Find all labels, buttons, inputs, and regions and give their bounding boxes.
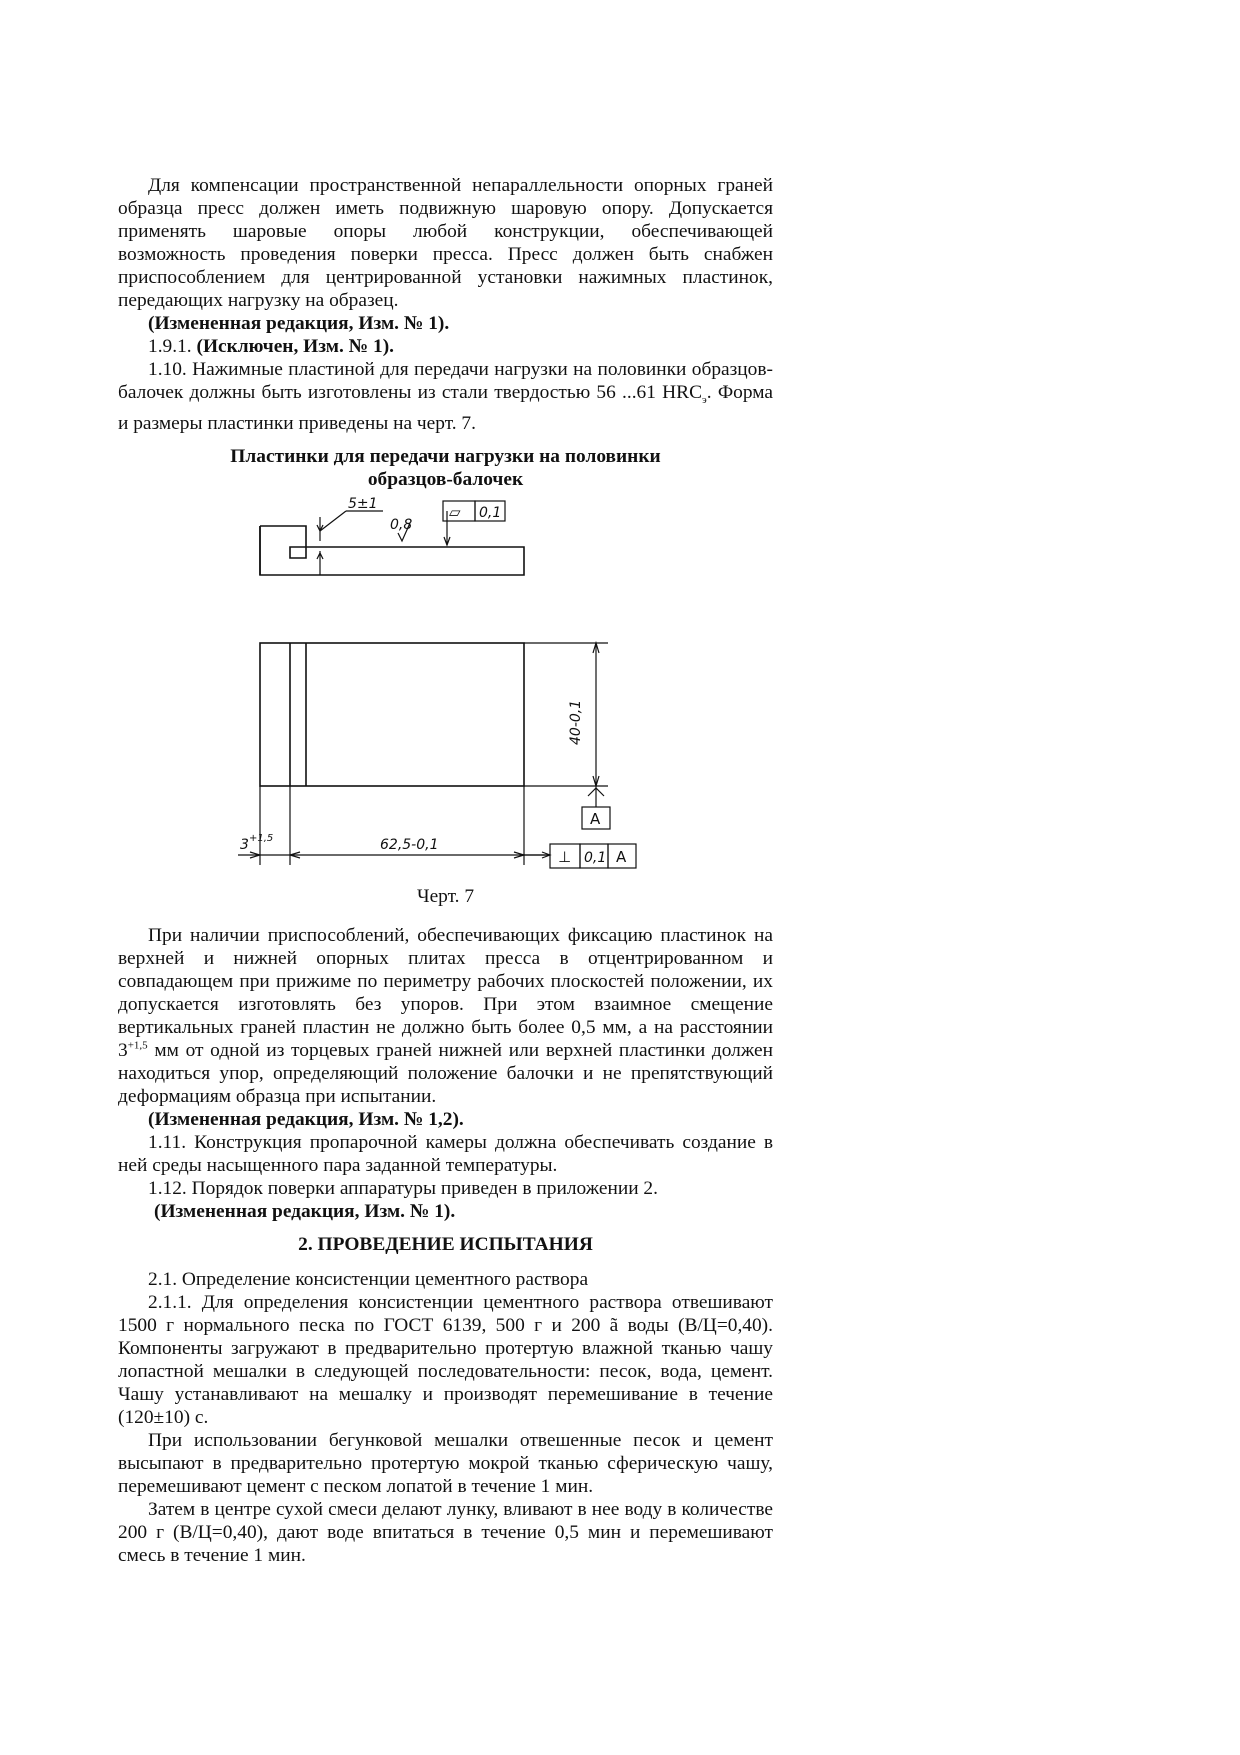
figure-title-line-2: образцов-балочек <box>367 468 524 490</box>
figure-caption: Черт. 7 <box>416 885 475 907</box>
clause-1-10-end: . Форма и размеры пластинки приведены на черт. 7. <box>118 382 774 434</box>
dim-62-label: 62,5-0,1 <box>380 836 439 853</box>
top-view <box>238 643 636 868</box>
flatness-tolerance: 0,1 <box>479 504 502 521</box>
dim-40-label: 40-0,1 <box>568 699 584 745</box>
document-page <box>118 174 773 1567</box>
hrc-subscript: э <box>702 393 707 406</box>
drawing-svg <box>118 493 773 885</box>
clause-1-10-text: 1.10. Нажимные пластиной для передачи нагрузки на половинки образцов-балочек должны быть изготовлены из стали твердостью 56 ...61 HRC <box>118 359 773 403</box>
dim-3-label: 3 <box>240 836 249 853</box>
section-heading: 2. ПРОВЕДЕНИЕ ИСПЫТАНИЯ <box>298 1233 593 1255</box>
figure-title-line-1: Пластинки для передачи нагрузки на половинки <box>230 445 661 467</box>
perpendicularity-datum: A <box>616 847 627 866</box>
roughness-label: 0,8 <box>390 516 413 533</box>
dim-3-tolerance: +1,5 <box>249 832 274 844</box>
fixtures-text-end: мм от одной из торцевых граней нижней или верхней пластинки должен находиться упор, определяющий положение балочки и не препятствующий деформациям образца при испытании. <box>118 1039 773 1107</box>
perpendicularity-icon: ⊥ <box>558 847 572 866</box>
paragraph-runner-mixer: При использовании бегунковой мешалки отвешенные песок и цемент высыпают в предварительно протертую мокрой тканью сферическую чашу, перемешивают цемент с песком лопатой в течение 1 мин. <box>118 1429 773 1497</box>
paragraph-fixtures <box>118 924 773 1108</box>
paragraph-1-9-1 <box>118 335 773 358</box>
paragraph-2-1: 2.1. Определение консистенции цементного раствора <box>148 1268 589 1290</box>
paragraph-1-12: 1.12. Порядок поверки аппаратуры приведен в приложении 2. <box>148 1177 658 1199</box>
flatness-icon: ▱ <box>449 502 461 521</box>
figure-title <box>118 445 773 491</box>
technical-drawing <box>118 493 773 885</box>
paragraph-2-1-1: 2.1.1. Для определения консистенции цементного раствора отвешивают 1500 г нормального песка по ГОСТ 6139, 500 г и 200 ã воды (В/Ц=0,40). Компоненты загружают в предварительно протертую влажной тканью чашу лопастной мешалки в следующей последовательности: песок, вода, цемент. Чашу устанавливают на мешалку и производят перемешивание в течение (120±10) с. <box>118 1291 773 1428</box>
fixtures-text: При наличии приспособлений, обеспечивающих фиксацию пластинок на верхней и нижней опорных плитах пресса в отцентрированном и совпадающем при прижиме по периметру рабочих плоскостей положении, их допускается изготовлять без упоров. При этом взаимное смещение вертикальных граней пластин не должно быть более 0,5 мм, а на расстоянии 3 <box>118 924 773 1061</box>
paragraph-water-addition: Затем в центре сухой смеси делают лунку, вливают в нее воду в количестве 200 г (В/Ц=0,40), дают воде впитаться в течение 0,5 мин и перемешивают смесь в течение 1 мин. <box>118 1498 773 1566</box>
amendment-note-2: (Измененная редакция, Изм. № 1,2). <box>148 1108 464 1130</box>
amendment-note-1: (Измененная редакция, Изм. № 1). <box>148 313 450 334</box>
dim-5-label: 5±1 <box>348 495 378 512</box>
paragraph-press-support: Для компенсации пространственной непараллельности опорных граней образца пресс должен иметь подвижную шаровую опору. Допускается применять шаровые опоры любой конструкции, обеспечивающей возможность проведения поверки пресса. Пресс должен быть снабжен приспособлением для центрированной установки нажимных пластинок, передающих нагрузку на образец. <box>118 175 773 311</box>
perpendicularity-tolerance: 0,1 <box>584 849 607 866</box>
clause-number: 1.9.1. <box>148 336 197 357</box>
amendment-note-3: (Измененная редакция, Изм. № 1). <box>154 1200 456 1222</box>
fixtures-superscript: +1,5 <box>127 1039 148 1052</box>
clause-excluded: (Исключен, Изм. № 1). <box>196 336 395 357</box>
datum-a-label: A <box>590 809 601 828</box>
paragraph-1-11: 1.11. Конструкция пропарочной камеры должна обеспечивать создание в ней среды насыщенного пара заданной температуры. <box>118 1131 773 1176</box>
paragraph-1-10 <box>118 358 773 435</box>
